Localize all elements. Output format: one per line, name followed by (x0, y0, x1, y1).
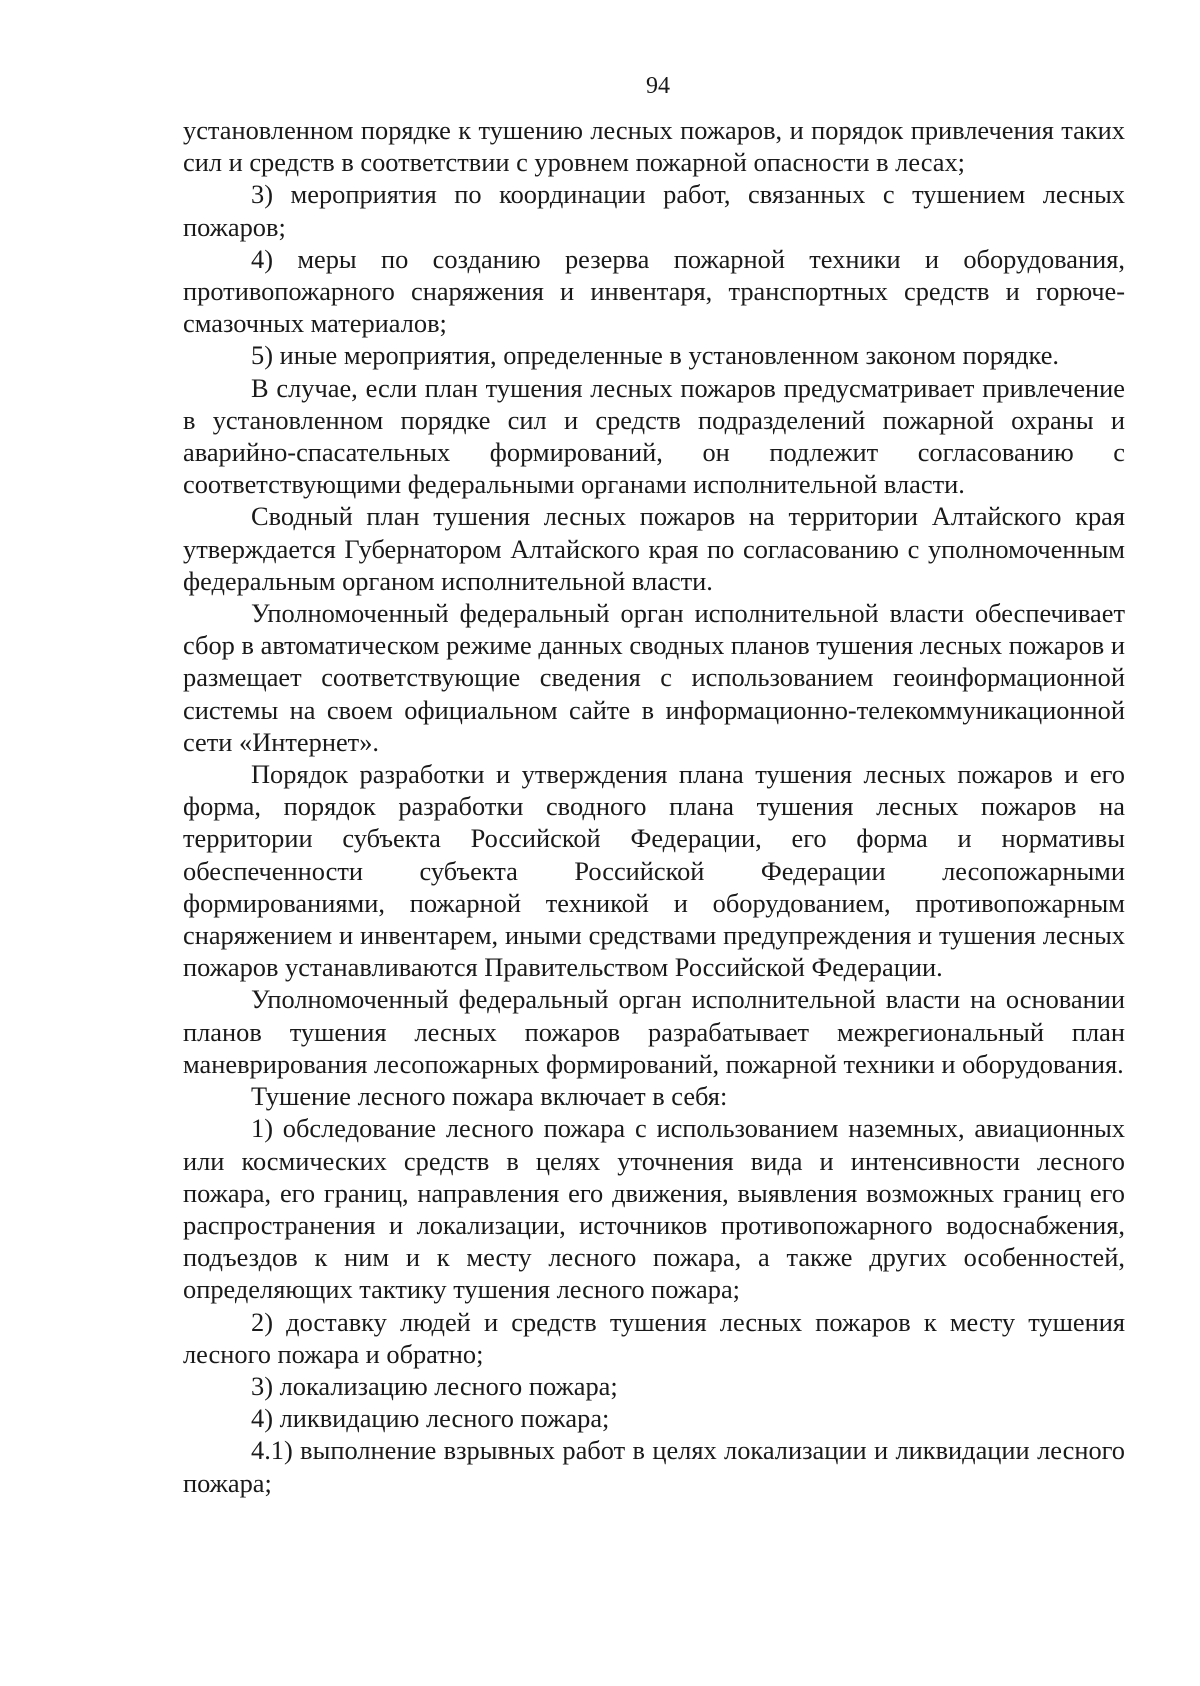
paragraph-7: Уполномоченный федеральный орган исполнительной власти обеспечивает сбор в автоматическом режиме данных сводных планов тушения лесных пожаров и размещает соответствующие сведения с использованием геоинформационной системы на своем официальном сайте в информационно-телекоммуникационной сети «Интернет». (183, 598, 1125, 757)
paragraph-3: 4) меры по созданию резерва пожарной техники и оборудования, противопожарного снаряжения и инвентаря, транспортных средств и горюче-смазочных материалов; (183, 243, 1125, 339)
paragraph-2: 3) мероприятия по координации работ, связанных с тушением лесных пожаров; (183, 179, 1125, 242)
paragraph-4: 5) иные мероприятия, определенные в установленном законом порядке. (251, 340, 1060, 371)
paragraph-12: 2) доставку людей и средств тушения лесных пожаров к месту тушения лесного пожара и обратно; (183, 1306, 1125, 1369)
document-page (183, 70, 1125, 1499)
document-body (183, 114, 1125, 1499)
paragraph-14: 4) ликвидацию лесного пожара; (251, 1403, 610, 1434)
paragraph-8: Порядок разработки и утверждения плана тушения лесных пожаров и его форма, порядок разработки сводного плана тушения лесных пожаров на территории субъекта Российской Федерации, его форма и нормативы обеспеченности субъекта Российской Федерации лесопожарными формированиями, пожарной техникой и оборудованием, противопожарным снаряжением и инвентарем, иными средствами предупреждения и тушения лесных пожаров устанавливаются Правительством Российской Федерации. (183, 759, 1125, 983)
paragraph-1: установленном порядке к тушению лесных пожаров, и порядок привлечения таких сил и средств в соответствии с уровнем пожарной опасности в лесах; (183, 115, 1125, 178)
paragraph-15: 4.1) выполнение взрывных работ в целях локализации и ликвидации лесного пожара; (183, 1435, 1125, 1498)
paragraph-10: Тушение лесного пожара включает в себя: (251, 1081, 728, 1112)
paragraph-5: В случае, если план тушения лесных пожаров предусматривает привлечение в установленном порядке сил и средств подразделений пожарной охраны и аварийно-спасательных формирований, он подлежит согласованию с соответствующими федеральными органами исполнительной власти. (183, 372, 1125, 500)
paragraph-13: 3) локализацию лесного пожара; (251, 1370, 618, 1401)
page-number: 94 (646, 73, 670, 99)
paragraph-9: Уполномоченный федеральный орган исполнительной власти на основании планов тушения лесных пожаров разрабатывает межрегиональный план маневрирования лесопожарных формирований, пожарной техники и оборудования. (183, 984, 1125, 1079)
paragraph-6: Сводный план тушения лесных пожаров на территории Алтайского края утверждается Губернатором Алтайского края по согласованию с уполномоченным федеральным органом исполнительной власти. (183, 501, 1125, 596)
paragraph-11: 1) обследование лесного пожара с использованием наземных, авиационных или космических средств в целях уточнения вида и интенсивности лесного пожара, его границ, направления его движения, выявления возможных границ его распространения и локализации, источников противопожарного водоснабжения, подъездов к ним и к месту лесного пожара, а также других особенностей, определяющих тактику тушения лесного пожара; (183, 1113, 1125, 1305)
